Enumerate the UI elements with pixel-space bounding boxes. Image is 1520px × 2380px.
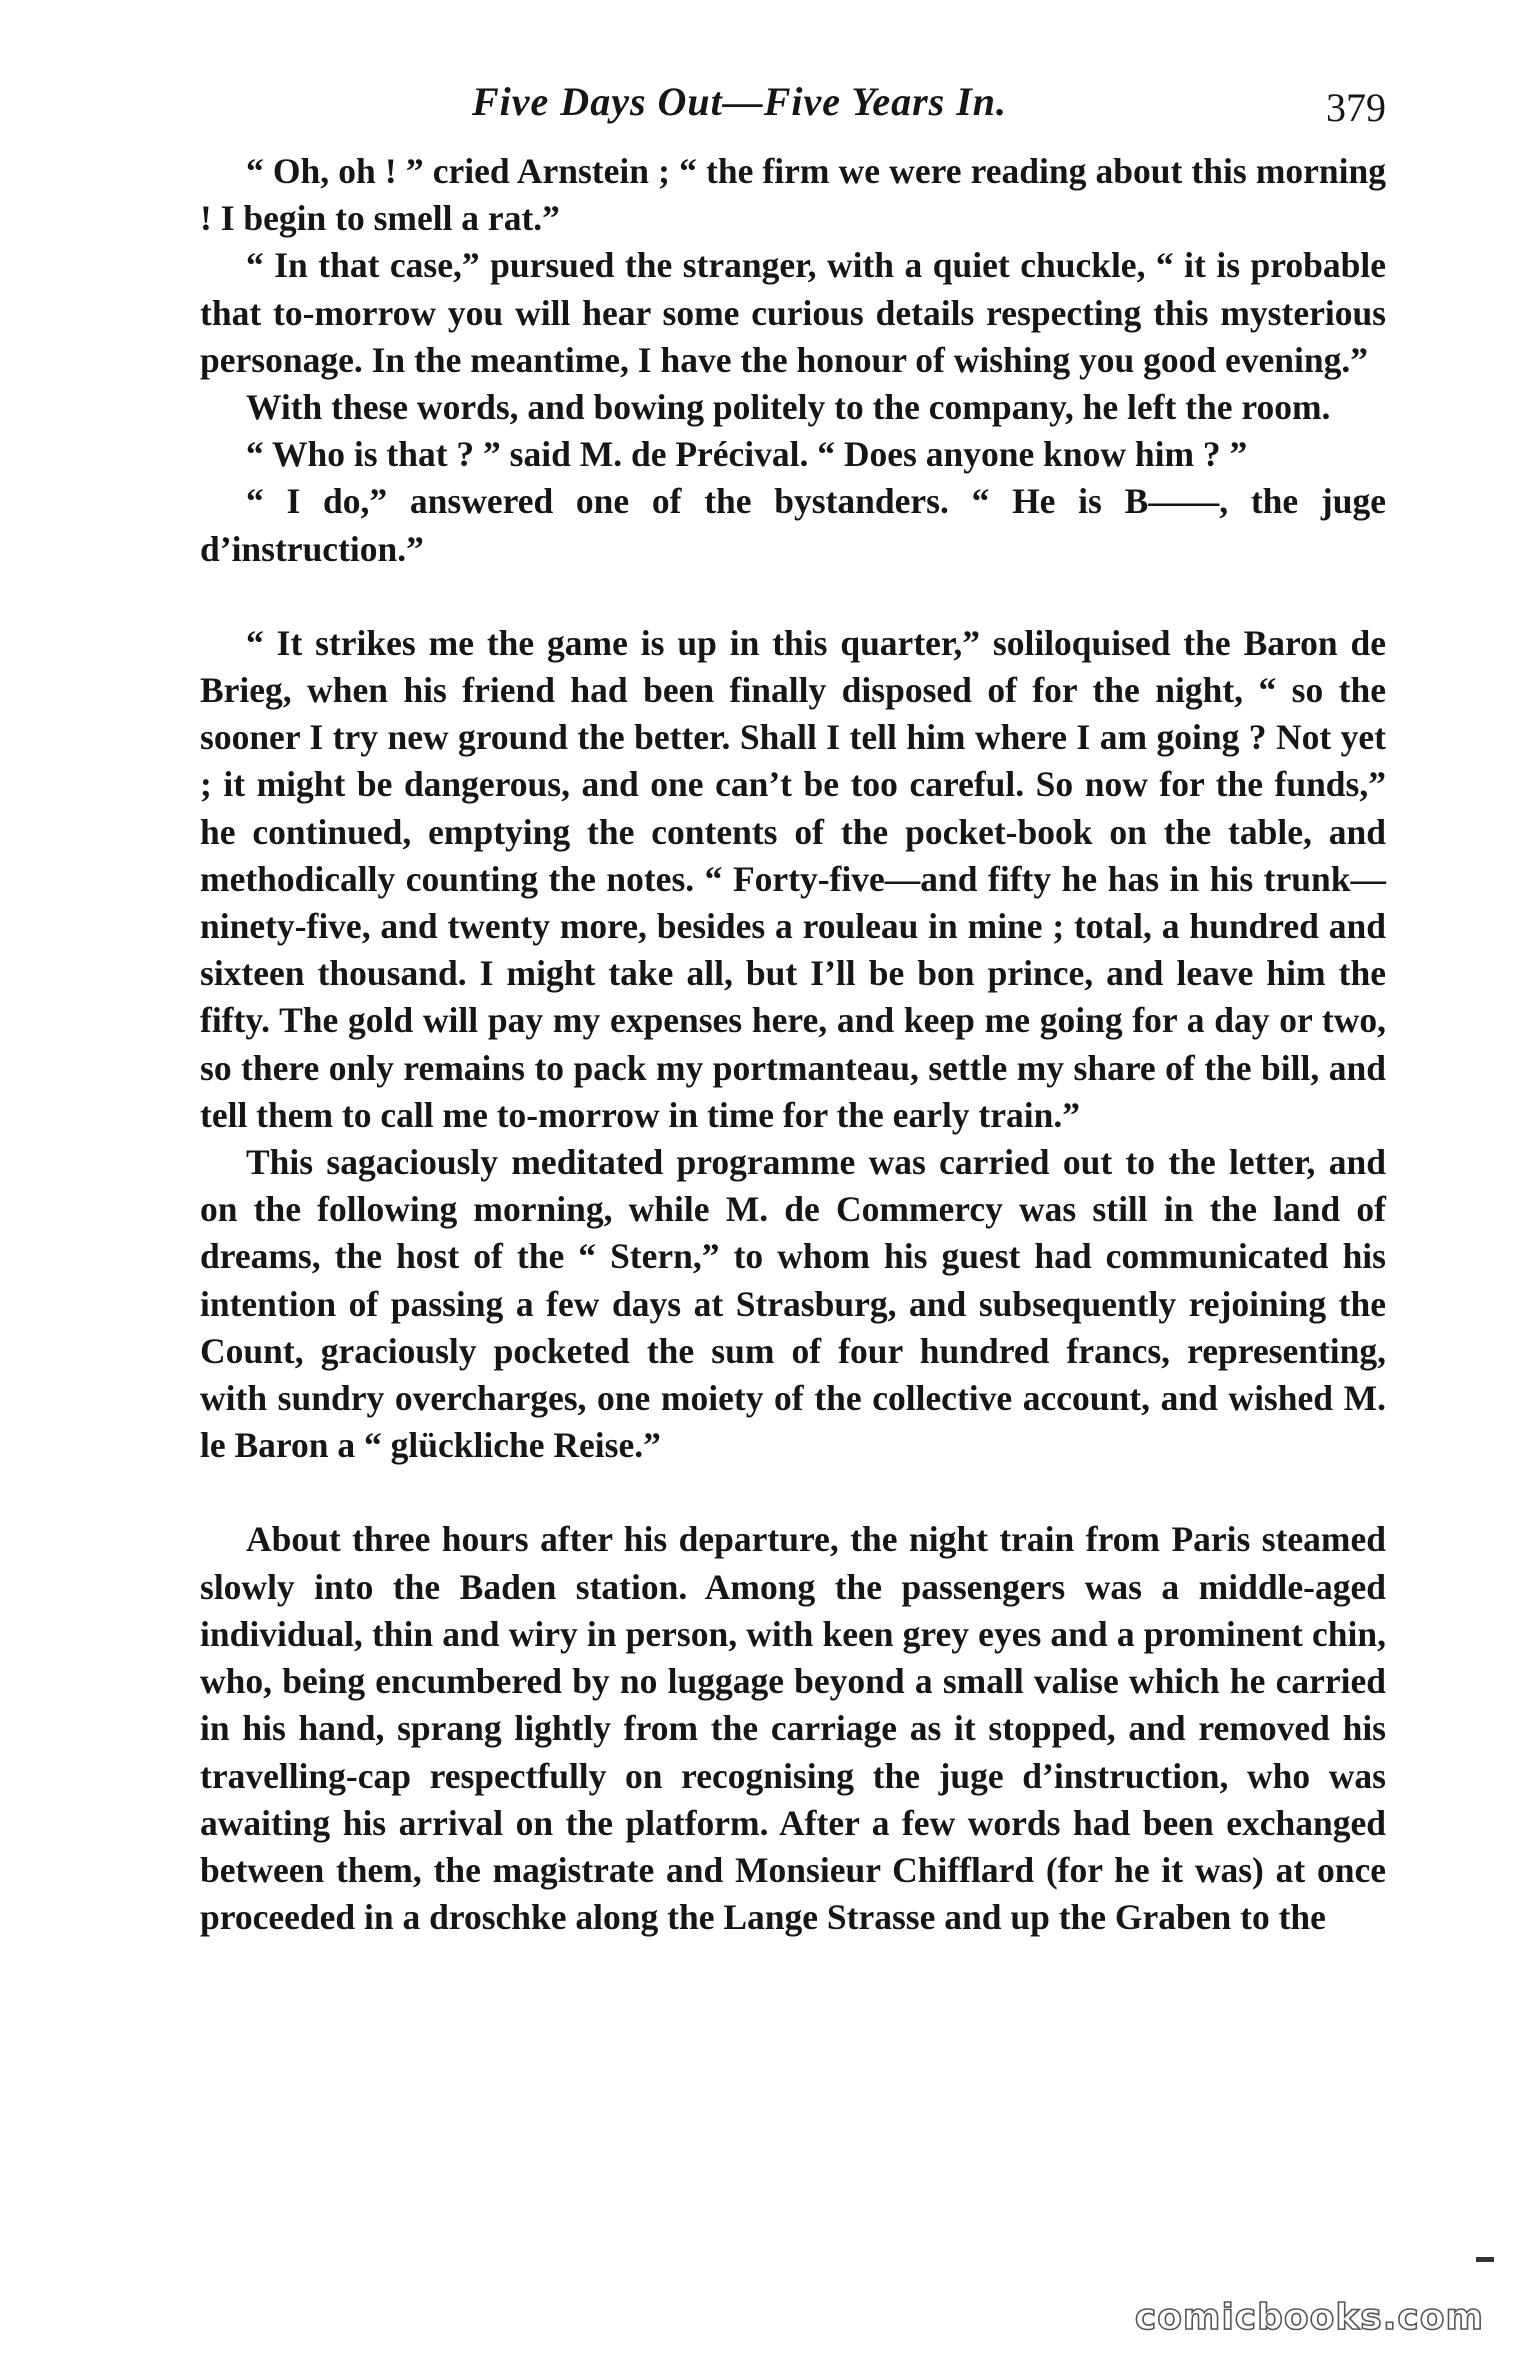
running-title: Five Days Out—Five Years In. bbox=[472, 79, 1008, 124]
margin-dash bbox=[1476, 2257, 1494, 2262]
page-number: 379 bbox=[1326, 85, 1386, 130]
paragraph-precival: “ Who is that ? ” said M. de Précival. “ Does anyone know him ? ” bbox=[246, 434, 1248, 475]
running-head bbox=[200, 78, 1386, 142]
paragraph-night-train: About three hours after his departure, the night train from Paris steamed slowly into the Baden station. Among the passengers was a middle-aged individual, thin and wiry in person, with keen grey eyes and a prominent chin, who, being encumbered by no luggage beyond a small valise which he carried in his hand, sprang lightly from the carriage as it stopped, and removed his travelling-cap respectfully on recognising the juge d’instruction, who was awaiting his arrival on the platform. After a few words had been exchanged between them, the magistrate and Monsieur Chifflard (for he it was) at once proceeded in a droschke along the Lange Strasse and up the Graben to the bbox=[200, 1519, 1386, 1938]
paragraph-left-room: With these words, and bowing politely to the company, he left the room. bbox=[246, 387, 1331, 428]
body-text bbox=[200, 148, 1386, 1941]
paragraph-baron: “ It strikes me the game is up in this quarter,” soliloquised the Baron de Brieg, when his friend had been finally disposed of for the night, “ so the sooner I try new ground the better. Shall I tell him where I am going ? Not yet ; it might be dangerous, and one can’t be too careful. So now for the funds,” he continued, emptying the contents of the pocket-book on the table, and methodically counting the notes. “ Forty-five—and fifty he has in his trunk—ninety-five, and twenty more, besides a rouleau in mine ; total, a hundred and sixteen thousand. I might take all, but I’ll be bon prince, and leave him the fifty. The gold will pay my expenses here, and keep me going for a day or two, so there only remains to pack my portmanteau, settle my share of the bill, and tell them to call me to-morrow in time for the early train.” bbox=[200, 622, 1386, 1135]
paragraph-programme: This sagaciously meditated programme was carried out to the letter, and on the following morning, while M. de Commercy was still in the land of dreams, the host of the “ Stern,” to whom his guest had communicated his intention of passing a few days at Strasburg, and subsequently rejoining the Count, graciously pocketed the sum of four hundred francs, representing, with sundry overcharges, one moiety of the collective account, and wished M. le Baron a “ glückliche Reise.” bbox=[200, 1142, 1386, 1466]
watermark-logo: comicbooks.com bbox=[1134, 2297, 1484, 2338]
paragraph-arnstein: “ Oh, oh ! ” cried Arnstein ; “ the firm we were reading about this morning ! I begin to smell a rat.” bbox=[200, 151, 1386, 239]
paragraph-bystander: “ I do,” answered one of the bystanders. “ He is B——, the juge d’instruction.” bbox=[200, 481, 1386, 569]
paragraph-stranger: “ In that case,” pursued the stranger, with a quiet chuckle, “ it is probable that to-morrow you will hear some curious details respecting this mysterious personage. In the meantime, I have the honour of wishing you good evening.” bbox=[200, 245, 1386, 380]
